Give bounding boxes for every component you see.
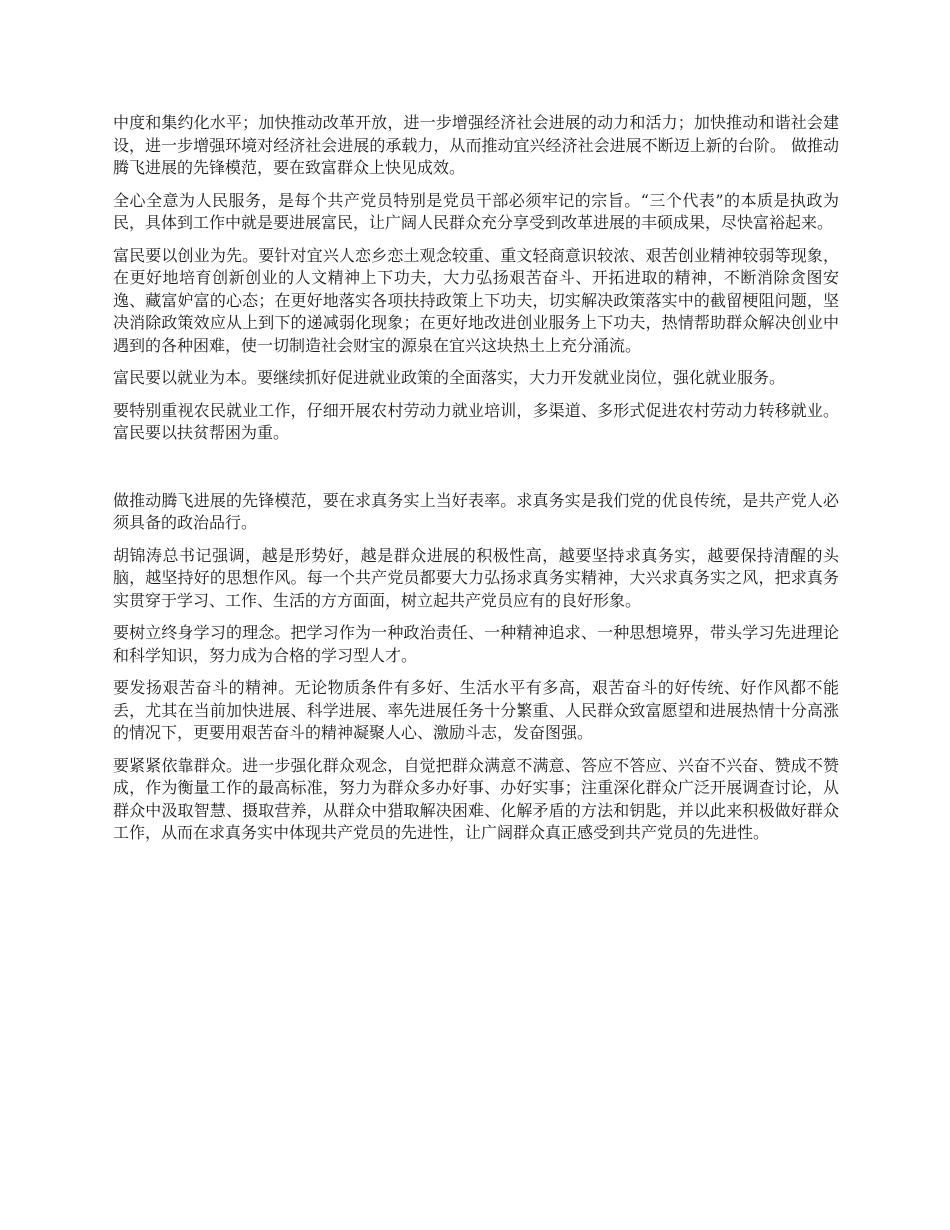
paragraph: 富民要以创业为先。要针对宜兴人恋乡恋土观念较重、重文轻商意识较浓、艰苦创业精神较弱等现象，在更好地培育创新创业的人文精神上下功夫，大力弘扬艰苦奋斗、开拓进取的精神，不断消除贪图安逸、藏富妒富的心态；在更好地落实各项扶持政策上下功夫，切实解决政策落实中的截留梗阻问题，坚决消除政策效应从上到下的递减弱化现象；在更好地改进创业服务上下功夫，热情帮助群众解决创业中遇到的各种困难，使一切制造社会财宝的源泉在宜兴这块热土上充分涌流。 xyxy=(113,245,839,355)
paragraph: 要树立终身学习的理念。把学习作为一种政治责任、一种精神追求、一种思想境界，带头学习先进理论和科学知识，努力成为合格的学习型人才。 xyxy=(113,623,839,665)
section-spacer xyxy=(113,455,839,490)
paragraph: 全心全意为人民服务，是每个共产党员特别是党员干部必须牢记的宗旨。“三个代表”的本质是执政为民，具体到工作中就是要进展富民，让广阔人民群众充分享受到改革进展的丰硕成果，尽快富裕起来。 xyxy=(113,190,839,232)
paragraph: 胡锦涛总书记强调，越是形势好，越是群众进展的积极性高，越要坚持求真务实，越要保持清醒的头脑，越坚持好的思想作风。每一个共产党员都要大力弘扬求真务实精神，大兴求真务实之风，把求真务实贯穿于学习、工作、生活的方方面面，树立起共产党员应有的良好形象。 xyxy=(113,545,839,610)
paragraph: 做推动腾飞进展的先锋模范，要在求真务实上当好表率。求真务实是我们党的优良传统，是共产党人必须具备的政治品行。 xyxy=(113,490,839,532)
paragraph: 要特别重视农民就业工作，仔细开展农村劳动力就业培训，多渠道、多形式促进农村劳动力转移就业。富民要以扶贫帮困为重。 xyxy=(113,400,839,442)
paragraph: 中度和集约化水平；加快推动改革开放，进一步增强经济社会进展的动力和活力；加快推动和谐社会建设，进一步增强环境对经济社会进展的承载力，从而推动宜兴经济社会进展不断迈上新的台阶。 做推动腾飞进展的先锋模范，要在致富群众上快见成效。 xyxy=(113,113,839,177)
document-page xyxy=(113,112,839,855)
paragraph: 要紧紧依靠群众。进一步强化群众观念，自觉把群众满意不满意、答应不答应、兴奋不兴奋、赞成不赞成，作为衡量工作的最高标准，努力为群众多办好事、办好实事；注重深化群众广泛开展调查讨论，从群众中汲取智慧、摄取营养，从群众中猎取解决困难、化解矛盾的方法和钥匙，并以此来积极做好群众工作，从而在求真务实中体现共产党员的先进性，让广阔群众真正感受到共产党员的先进性。 xyxy=(113,755,839,842)
paragraph: 富民要以就业为本。要继续抓好促进就业政策的全面落实，大力开发就业岗位，强化就业服务。 xyxy=(113,368,786,387)
paragraph: 要发扬艰苦奋斗的精神。无论物质条件有多好、生活水平有多高，艰苦奋斗的好传统、好作风都不能丢，尤其在当前加快进展、科学进展、率先进展任务十分繁重、人民群众致富愿望和进展热情十分高涨的情况下，更要用艰苦奋斗的精神凝聚人心、激励斗志，发奋图强。 xyxy=(113,678,839,742)
